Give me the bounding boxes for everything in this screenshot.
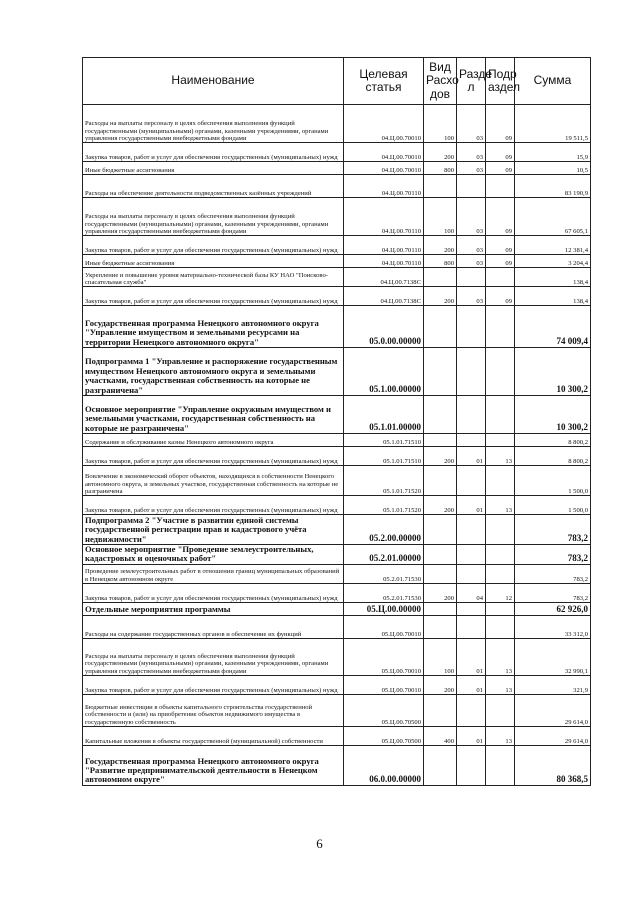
row-subsection-cell: 09 <box>486 105 515 143</box>
row-subsection-cell <box>486 515 515 545</box>
table-row <box>83 447 591 466</box>
row-expense-type-cell: 100 <box>424 105 457 143</box>
table-row <box>83 745 591 785</box>
row-expense-type-cell <box>424 615 457 638</box>
row-name-cell: Расходы на обеспечение деятельности подведомственных казённых учреждений <box>83 175 344 198</box>
row-name-cell: Иные бюджетные ассигнования <box>83 255 344 268</box>
row-target-article-cell: 06.0.00.00000 <box>344 745 424 785</box>
row-expense-type-cell: 100 <box>424 198 457 236</box>
table-row <box>83 287 591 306</box>
row-section-cell: 01 <box>457 638 486 675</box>
row-subsection-cell <box>486 745 515 785</box>
row-expense-type-cell: 400 <box>424 726 457 745</box>
row-expense-type-cell <box>424 694 457 726</box>
row-subsection-cell <box>486 466 515 496</box>
row-sum-cell: 10 300,2 <box>515 348 591 396</box>
table-row <box>83 306 591 348</box>
row-sum-cell: 138,4 <box>515 268 591 287</box>
row-expense-type-cell: 800 <box>424 162 457 175</box>
row-section-cell: 03 <box>457 255 486 268</box>
row-sum-cell: 32 990,1 <box>515 638 591 675</box>
row-target-article-cell: 04.Ц.00.70110 <box>344 236 424 255</box>
row-section-cell <box>457 175 486 198</box>
row-sum-cell: 783,2 <box>515 515 591 545</box>
row-subsection-cell <box>486 306 515 348</box>
row-expense-type-cell: 200 <box>424 583 457 602</box>
row-target-article-cell: 05.2.01.00000 <box>344 545 424 565</box>
row-target-article-cell: 05.1.01.00000 <box>344 396 424 434</box>
row-section-cell: 01 <box>457 726 486 745</box>
row-sum-cell: 29 614,0 <box>515 694 591 726</box>
row-target-article-cell: 04.Ц.00.7138С <box>344 287 424 306</box>
row-expense-type-cell: 200 <box>424 143 457 162</box>
row-subsection-cell: 12 <box>486 583 515 602</box>
row-expense-type-cell <box>424 396 457 434</box>
table-row <box>83 583 591 602</box>
row-name-cell: Закупка товаров, работ и услуг для обеспечения государственных (муниципальных) нужд <box>83 236 344 255</box>
row-target-article-cell: 05.Ц.00.70010 <box>344 675 424 694</box>
table-row <box>83 726 591 745</box>
row-sum-cell: 1 500,0 <box>515 496 591 515</box>
row-sum-cell: 12 381,4 <box>515 236 591 255</box>
row-sum-cell: 62 926,0 <box>515 602 591 615</box>
row-section-cell: 03 <box>457 198 486 236</box>
row-subsection-cell: 13 <box>486 726 515 745</box>
row-sum-cell: 3 204,4 <box>515 255 591 268</box>
row-section-cell <box>457 694 486 726</box>
row-expense-type-cell <box>424 745 457 785</box>
row-sum-cell: 8 800,2 <box>515 434 591 447</box>
row-name-cell: Закупка товаров, работ и услуг для обеспечения государственных (муниципальных) нужд <box>83 447 344 466</box>
row-subsection-cell <box>486 268 515 287</box>
row-sum-cell: 783,2 <box>515 583 591 602</box>
table-row <box>83 198 591 236</box>
row-sum-cell: 138,4 <box>515 287 591 306</box>
row-name-cell: Бюджетные инвестиции в объекты капитального строительства государственной собственности и (или) на приобретение объектов недвижимого имущества в государственную собственность <box>83 694 344 726</box>
row-name-cell: Укрепление и повышение уровня материально-технической базы КУ НАО "Поисково-спасательная служба" <box>83 268 344 287</box>
row-expense-type-cell <box>424 268 457 287</box>
table-row <box>83 515 591 545</box>
row-section-cell <box>457 306 486 348</box>
row-target-article-cell: 05.1.00.00000 <box>344 348 424 396</box>
row-sum-cell: 29 614,0 <box>515 726 591 745</box>
row-target-article-cell: 05.1.01.71510 <box>344 434 424 447</box>
row-target-article-cell: 05.1.01.71520 <box>344 496 424 515</box>
row-expense-type-cell <box>424 545 457 565</box>
row-subsection-cell: 13 <box>486 675 515 694</box>
row-sum-cell: 19 511,5 <box>515 105 591 143</box>
row-expense-type-cell: 200 <box>424 447 457 466</box>
row-name-cell: Отдельные мероприятия программы <box>83 602 344 615</box>
table-row <box>83 694 591 726</box>
row-expense-type-cell: 200 <box>424 496 457 515</box>
table-row <box>83 175 591 198</box>
row-section-cell <box>457 602 486 615</box>
row-name-cell: Государственная программа Ненецкого автономного округа "Управление имуществом и земельными ресурсами на территории Ненецкого автономного округа" <box>83 306 344 348</box>
row-sum-cell: 783,2 <box>515 545 591 565</box>
row-target-article-cell: 05.Ц.00.70010 <box>344 638 424 675</box>
row-expense-type-cell <box>424 348 457 396</box>
row-subsection-cell <box>486 545 515 565</box>
row-subsection-cell: 13 <box>486 638 515 675</box>
row-name-cell: Проведение землеустроительных работ в отношении границ муниципальных образований в Ненецком автономном округе <box>83 564 344 583</box>
row-sum-cell: 10,5 <box>515 162 591 175</box>
row-expense-type-cell: 100 <box>424 638 457 675</box>
row-subsection-cell <box>486 564 515 583</box>
row-target-article-cell: 05.0.00.00000 <box>344 306 424 348</box>
row-subsection-cell <box>486 434 515 447</box>
header-target-article: Целевая статья <box>344 58 424 105</box>
table-row <box>83 348 591 396</box>
row-subsection-cell <box>486 602 515 615</box>
row-section-cell: 01 <box>457 675 486 694</box>
budget-table <box>82 57 591 786</box>
row-sum-cell: 80 368,5 <box>515 745 591 785</box>
row-sum-cell: 1 500,0 <box>515 466 591 496</box>
row-target-article-cell: 05.Ц.00.70500 <box>344 726 424 745</box>
header-name: Наименование <box>83 58 344 105</box>
row-target-article-cell: 05.1.01.71520 <box>344 466 424 496</box>
row-section-cell <box>457 745 486 785</box>
row-target-article-cell: 04.Ц.00.70110 <box>344 198 424 236</box>
row-name-cell: Закупка товаров, работ и услуг для обеспечения государственных (муниципальных) нужд <box>83 675 344 694</box>
row-sum-cell: 74 009,4 <box>515 306 591 348</box>
row-name-cell: Расходы на выплаты персоналу в целях обеспечения выполнения функций государственными (муниципальными) органами, казенными учреждениями, органами управления государственными внебюджетными фондами <box>83 198 344 236</box>
row-sum-cell: 15,9 <box>515 143 591 162</box>
row-name-cell: Вовлечение в экономический оборот объектов, находящихся в собственности Ненецкого автономного округа, и земельных участков, государственная собственность на которые не разграничена <box>83 466 344 496</box>
row-expense-type-cell <box>424 434 457 447</box>
row-subsection-cell: 09 <box>486 236 515 255</box>
row-section-cell <box>457 348 486 396</box>
row-sum-cell: 10 300,2 <box>515 396 591 434</box>
row-sum-cell: 83 190,9 <box>515 175 591 198</box>
row-section-cell <box>457 434 486 447</box>
row-section-cell <box>457 564 486 583</box>
row-target-article-cell: 04.Ц.00.70010 <box>344 143 424 162</box>
row-name-cell: Закупка товаров, работ и услуг для обеспечения государственных (муниципальных) нужд <box>83 583 344 602</box>
row-target-article-cell: 05.Ц.00.00000 <box>344 602 424 615</box>
header-sum: Сумма <box>515 58 591 105</box>
header-expense-type: Вид Расхо дов <box>424 58 457 105</box>
row-name-cell: Капитальные вложения в объекты государственной (муниципальной) собственности <box>83 726 344 745</box>
table-header-row <box>83 58 591 105</box>
row-target-article-cell: 05.Ц.00.70010 <box>344 615 424 638</box>
row-target-article-cell: 04.Ц.00.70110 <box>344 175 424 198</box>
row-name-cell: Закупка товаров, работ и услуг для обеспечения государственных (муниципальных) нужд <box>83 496 344 515</box>
row-subsection-cell: 09 <box>486 198 515 236</box>
table-row <box>83 255 591 268</box>
row-subsection-cell: 09 <box>486 143 515 162</box>
row-subsection-cell: 09 <box>486 162 515 175</box>
table-row <box>83 396 591 434</box>
row-target-article-cell: 05.2.01.71530 <box>344 583 424 602</box>
row-target-article-cell: 05.1.01.71510 <box>344 447 424 466</box>
row-name-cell: Иные бюджетные ассигнования <box>83 162 344 175</box>
row-subsection-cell: 13 <box>486 496 515 515</box>
row-section-cell: 03 <box>457 236 486 255</box>
row-name-cell: Расходы на выплаты персоналу в целях обеспечения выполнения функций государственными (муниципальными) органами, казенными учреждениями, органами управления государственными внебюджетными фондами <box>83 638 344 675</box>
row-section-cell: 01 <box>457 447 486 466</box>
row-section-cell <box>457 396 486 434</box>
row-expense-type-cell: 200 <box>424 675 457 694</box>
row-section-cell: 03 <box>457 287 486 306</box>
table-row <box>83 268 591 287</box>
table-row <box>83 615 591 638</box>
row-expense-type-cell <box>424 564 457 583</box>
row-expense-type-cell: 200 <box>424 236 457 255</box>
row-section-cell: 03 <box>457 162 486 175</box>
row-section-cell <box>457 466 486 496</box>
row-sum-cell: 783,2 <box>515 564 591 583</box>
table-row <box>83 162 591 175</box>
row-name-cell: Закупка товаров, работ и услуг для обеспечения государственных (муниципальных) нужд <box>83 143 344 162</box>
row-target-article-cell: 05.2.01.71530 <box>344 564 424 583</box>
row-sum-cell: 8 800,2 <box>515 447 591 466</box>
table-row <box>83 143 591 162</box>
row-section-cell <box>457 515 486 545</box>
row-section-cell <box>457 268 486 287</box>
row-subsection-cell: 09 <box>486 287 515 306</box>
table-row <box>83 434 591 447</box>
table-row <box>83 236 591 255</box>
row-name-cell: Основное мероприятие "Управление окружным имуществом и земельными участками, государственная собственность на которые не разграничена" <box>83 396 344 434</box>
row-target-article-cell: 04.Ц.00.70010 <box>344 105 424 143</box>
row-name-cell: Закупка товаров, работ и услуг для обеспечения государственных (муниципальных) нужд <box>83 287 344 306</box>
row-name-cell: Подпрограмма 2 "Участие в развитии единой системы государственной регистрации прав и кадастрового учёта недвижимости" <box>83 515 344 545</box>
row-name-cell: Содержание и обслуживание казны Ненецкого автономного округа <box>83 434 344 447</box>
row-target-article-cell: 04.Ц.00.70010 <box>344 162 424 175</box>
row-subsection-cell: 09 <box>486 255 515 268</box>
row-name-cell: Государственная программа Ненецкого автономного округа "Развитие предпринимательской деятельности в Ненецком автономном округе" <box>83 745 344 785</box>
row-section-cell: 03 <box>457 143 486 162</box>
row-expense-type-cell <box>424 515 457 545</box>
row-target-article-cell: 04.Ц.00.70110 <box>344 255 424 268</box>
row-expense-type-cell <box>424 175 457 198</box>
row-expense-type-cell: 200 <box>424 287 457 306</box>
row-expense-type-cell <box>424 466 457 496</box>
row-expense-type-cell <box>424 602 457 615</box>
row-section-cell <box>457 545 486 565</box>
row-name-cell: Подпрограмма 1 "Управление и распоряжение государственным имуществом Ненецкого автономного округа и земельными участками, государственная собственность на которые не разграничена" <box>83 348 344 396</box>
table-row <box>83 602 591 615</box>
header-section: Разде л <box>457 58 486 105</box>
header-subsection: Подр аздел <box>486 58 515 105</box>
row-target-article-cell: 04.Ц.00.7138С <box>344 268 424 287</box>
row-expense-type-cell: 800 <box>424 255 457 268</box>
row-sum-cell: 321,9 <box>515 675 591 694</box>
row-sum-cell: 33 312,0 <box>515 615 591 638</box>
page-number: 6 <box>316 836 323 851</box>
row-subsection-cell <box>486 694 515 726</box>
row-subsection-cell: 13 <box>486 447 515 466</box>
row-section-cell: 01 <box>457 496 486 515</box>
table-row <box>83 638 591 675</box>
row-sum-cell: 67 605,1 <box>515 198 591 236</box>
row-section-cell: 04 <box>457 583 486 602</box>
row-target-article-cell: 05.2.00.00000 <box>344 515 424 545</box>
row-subsection-cell <box>486 396 515 434</box>
table-row <box>83 496 591 515</box>
row-target-article-cell: 05.Ц.00.70500 <box>344 694 424 726</box>
row-section-cell: 03 <box>457 105 486 143</box>
table-row <box>83 466 591 496</box>
table-row <box>83 545 591 565</box>
row-subsection-cell <box>486 615 515 638</box>
row-name-cell: Расходы на выплаты персоналу в целях обеспечения выполнения функций государственными (муниципальными) органами, казенными учреждениями, органами управления государственными внебюджетными фондами <box>83 105 344 143</box>
row-name-cell: Расходы на содержание государственных органов и обеспечение их функций <box>83 615 344 638</box>
table-row <box>83 675 591 694</box>
row-section-cell <box>457 615 486 638</box>
row-expense-type-cell <box>424 306 457 348</box>
row-name-cell: Основное мероприятие "Проведение землеустроительных, кадастровых и оценочных работ" <box>83 545 344 565</box>
row-subsection-cell <box>486 348 515 396</box>
table-row <box>83 105 591 143</box>
row-subsection-cell <box>486 175 515 198</box>
table-row <box>83 564 591 583</box>
